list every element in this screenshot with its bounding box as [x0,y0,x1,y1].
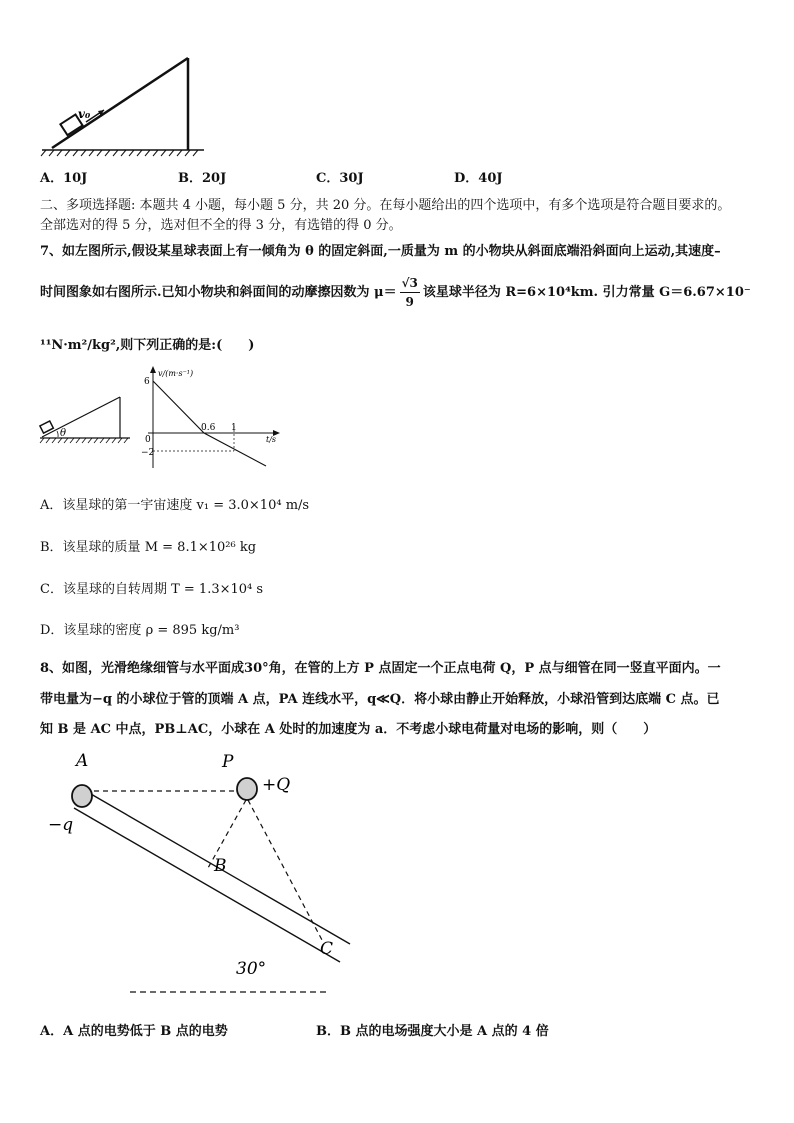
section2-line1: 二、多项选择题: 本题共 4 小题，每小题 5 分，共 20 分。在每小题给出的四个选项中，有多个选项是符合题目要求的。 [40,198,731,213]
q8-option-b[interactable]: B．B 点的电场强度大小是 A 点的 4 倍 [316,1024,549,1039]
q7-option-b-text: B．该星球的质量 [40,540,141,555]
q8-option-a[interactable]: A．A 点的电势低于 B 点的电势 [40,1024,228,1039]
q7-option-c-math: T = 1.3×10⁴ s [171,582,264,597]
q8-tube-figure [40,748,370,1003]
y-axis-label: v/(m·s⁻¹) [158,369,194,378]
q7-line1: 7、如左图所示,假设某星球表面上有一倾角为 θ 的固定斜面,一质量为 m 的小物块从斜面底端沿斜面向上运动,其速度– [40,244,721,259]
q6-incline-figure [38,18,208,158]
v0-label: v₀ [78,107,91,121]
q7-option-c-text: C．该星球的自转周期 [40,582,167,597]
x-axis-label: t/s [266,435,277,444]
y-tick-6: 6 [144,377,150,387]
q7-option-d-math: ρ = 895 kg/m³ [145,623,240,638]
q6-option-c[interactable]: C．30J [316,171,364,186]
q7-option-c[interactable] [40,578,263,597]
mu-numerator: √3 [400,274,420,293]
label-30deg: 30° [236,959,267,979]
label-p: P [222,752,234,772]
q8-line1: 8、如图，光滑绝缘细管与水平面成30°角，在管的上方 P 点固定一个正点电荷 Q，P 点与细管在同一竖直平面内。一 [40,661,721,676]
q7-line2 [40,274,751,311]
q7-incline-figure [38,392,132,446]
x-tick-06: 0.6 [201,423,216,433]
q7-line3: ¹¹N·m²/kg²,则下列正确的是:( ) [40,338,255,353]
ball-a-icon [72,785,92,807]
mu-fraction [400,274,420,311]
q7-option-b[interactable] [40,536,256,555]
theta-label: θ [60,428,67,439]
label-a: A [76,751,89,771]
section2-line2: 全部选对的得 5 分，选对但不全的得 3 分，有选错的得 0 分。 [40,218,402,233]
q7-option-d-text: D．该星球的密度 [40,623,142,638]
label-b: B [214,856,227,876]
mu-denominator: 9 [405,295,414,309]
charge-p-icon [237,778,257,800]
y-tick-neg2: −2 [141,448,155,458]
label-c: C [320,939,334,959]
origin-label: 0 [145,435,151,445]
q8-line2: 带电量为−q 的小球位于管的顶端 A 点，PA 连线水平，q≪Q．将小球由静止开始释放，小球沿管到达底端 C 点。已 [40,692,720,707]
q6-option-b[interactable]: B．20J [178,171,227,186]
x-tick-1: 1 [231,423,237,433]
q8-line3: 知 B 是 AC 中点，PB⊥AC，小球在 A 处时的加速度为 a．不考虑小球电荷量对电场的影响，则（ ） [40,722,657,737]
block-icon [40,421,53,433]
q7-option-b-math: M = 8.1×10²⁶ kg [144,540,257,555]
q7-line2-post: 该星球半径为 R=6×10⁴km. 引力常量 G＝6.67×10⁻ [422,285,751,300]
q7-option-a-math: v₁ = 3.0×10⁴ m/s [196,498,310,513]
q7-option-d[interactable] [40,619,239,638]
q7-option-a-text: A．该星球的第一宇宙速度 [40,498,193,513]
q6-option-d[interactable]: D．40J [454,171,503,186]
q7-line2-pre: 时间图象如右图所示.已知小物块和斜面间的动摩擦因数为 μ＝ [40,285,397,300]
q6-option-a[interactable]: A．10J [40,171,88,186]
label-minus-q: −q [48,815,74,835]
q7-option-a[interactable] [40,494,309,513]
label-plus-q: +Q [262,775,291,795]
q7-vt-graph [138,364,282,472]
